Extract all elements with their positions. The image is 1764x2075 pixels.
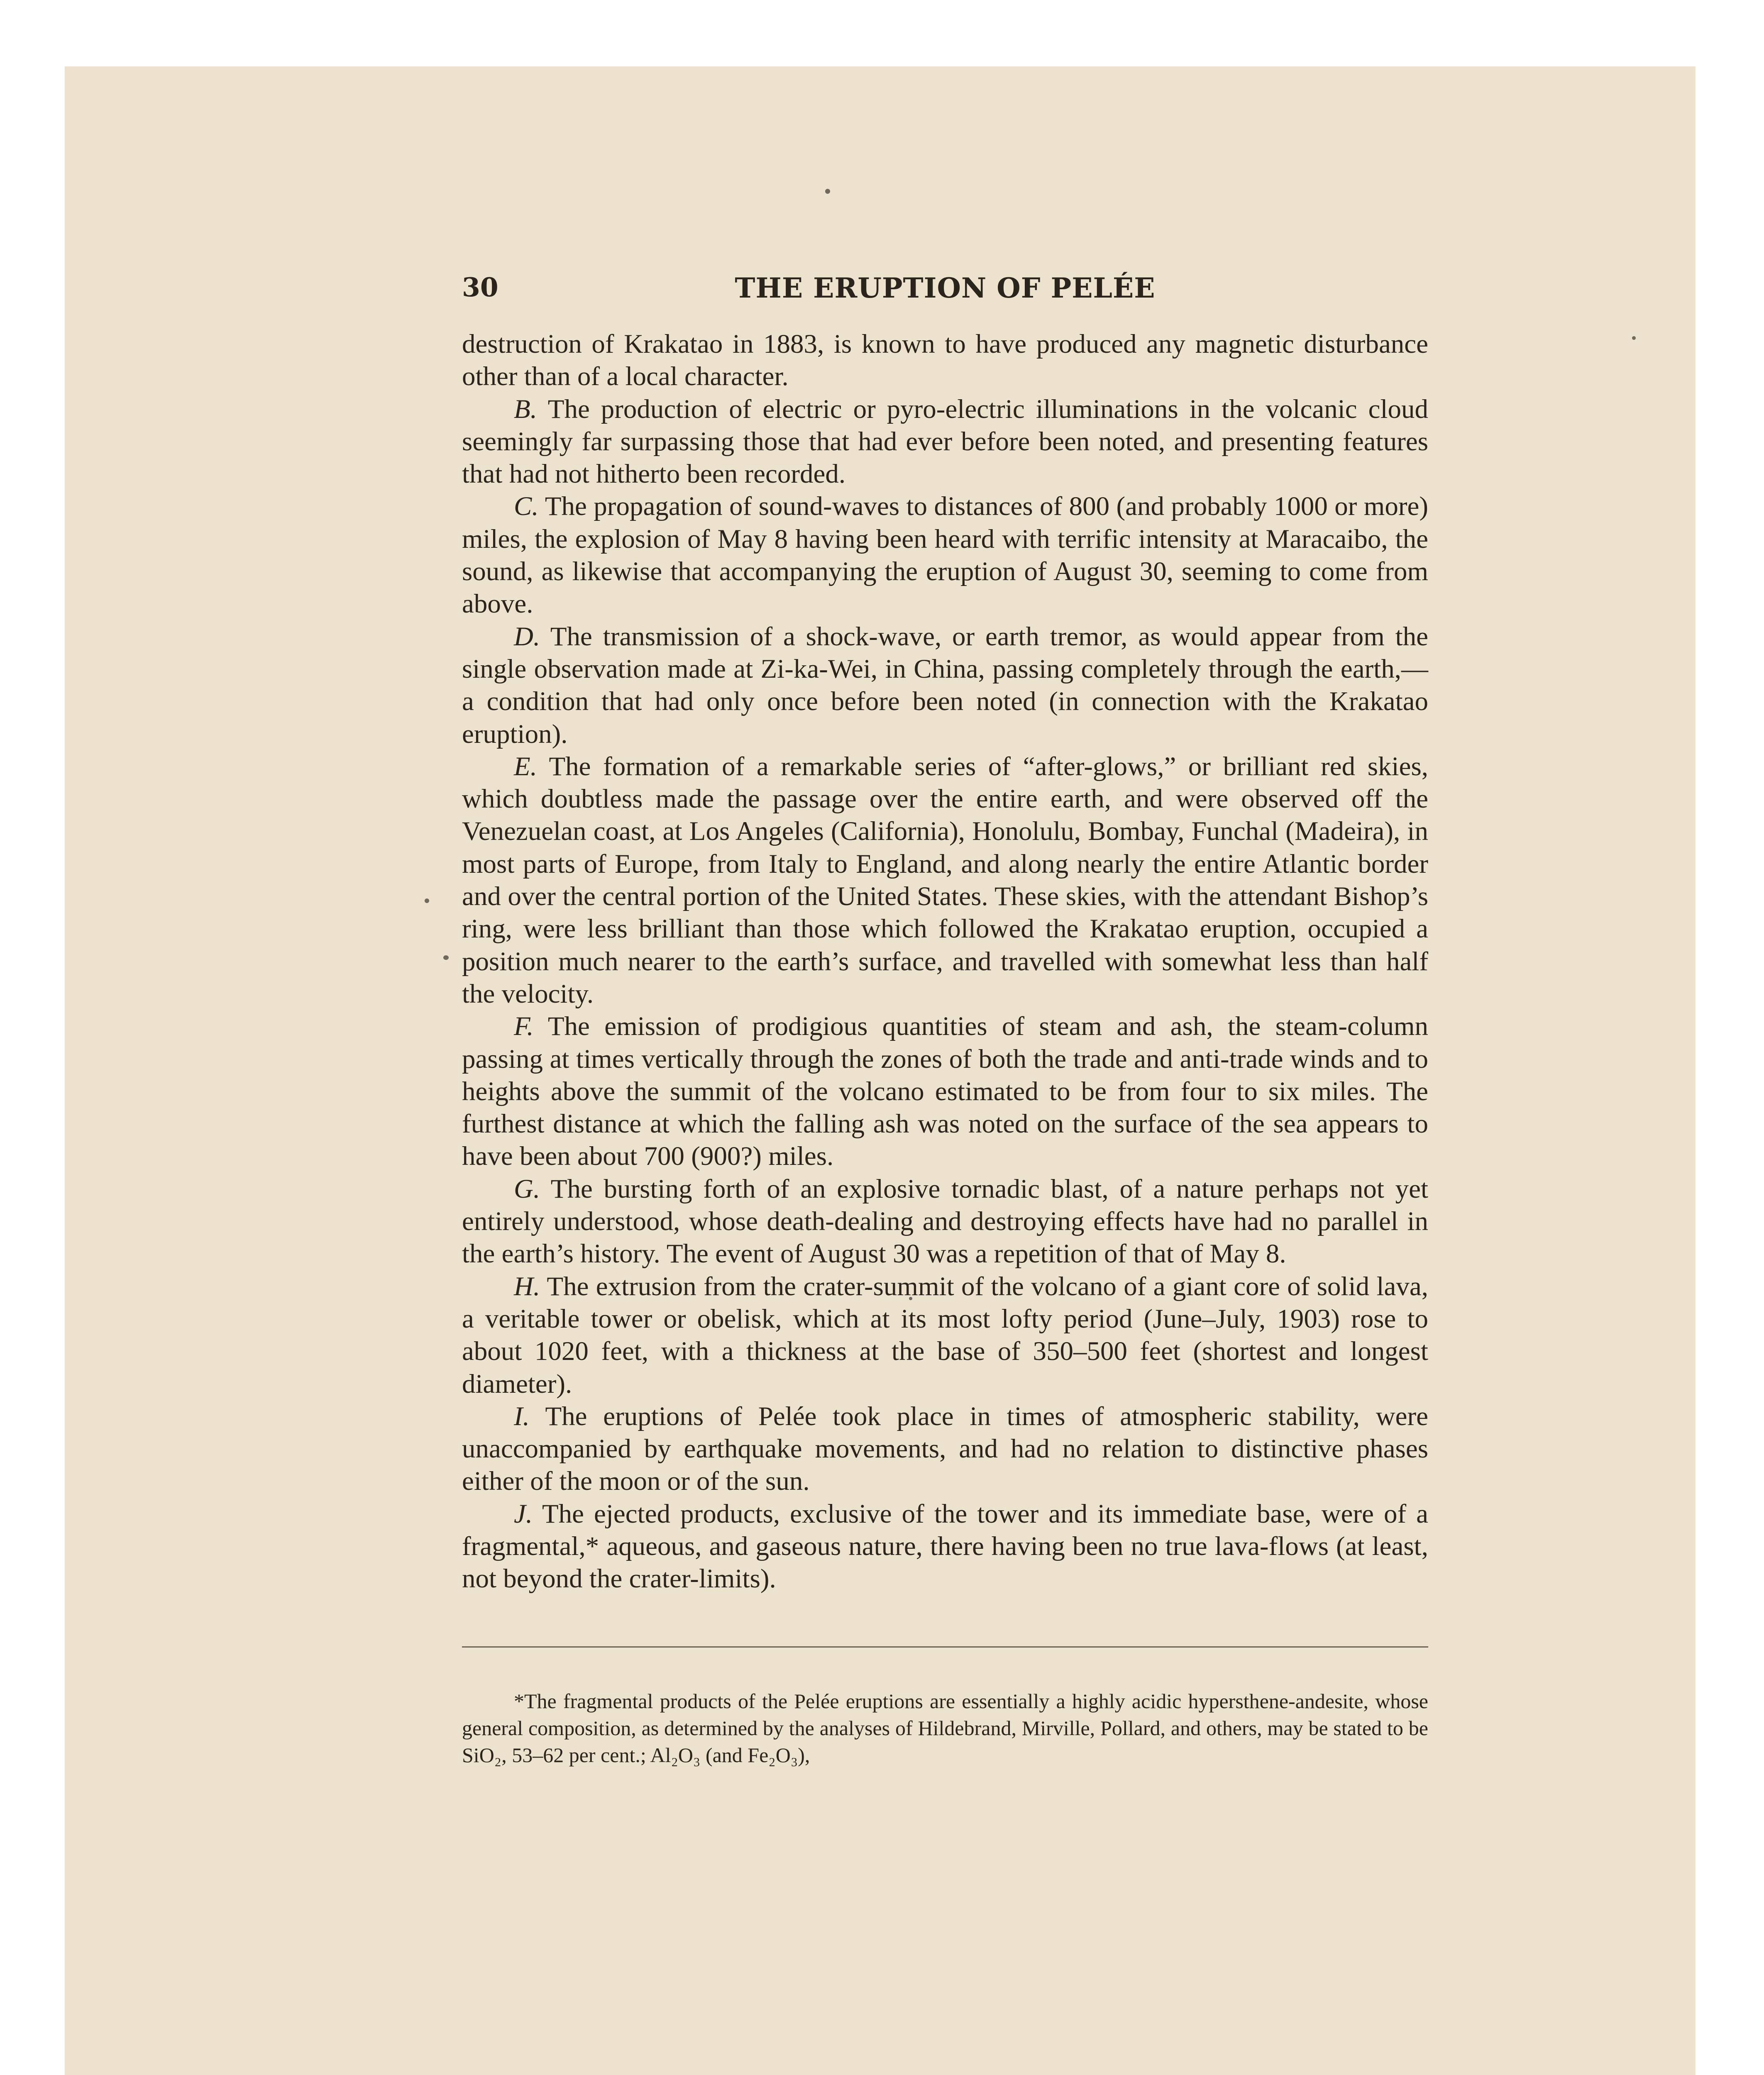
scan-speck xyxy=(1632,336,1636,340)
scan-speck xyxy=(425,898,429,903)
item-letter: G. xyxy=(514,1174,540,1204)
item-letter: C. xyxy=(514,491,539,522)
footnote: *The fragmental products of the Pelée eruptions are essentially a highly acidic hypersthene-andesite, whose general composition, as determined by the analyses of Hildebrand, Mirville, Pollard, and others, may be stated to be SiO₂, 53–62 per cent.; Al₂O₃ (and Fe₂O₃), xyxy=(462,1689,1428,1767)
scan-speck xyxy=(443,955,449,960)
item-letter: I. xyxy=(514,1401,530,1431)
list-item-b xyxy=(462,393,1428,491)
item-text: The transmission of a shock-wave, or earth tremor, as would appear from the single observation made at Zi-ka-Wei, in China, passing completely through the earth,—a condition that had only once before been noted (in connection with the Krakatao eruption). xyxy=(462,621,1428,749)
item-text: The emission of prodigious quantities of steam and ash, the steam-column passing at times vertically through the zones of both the trade and anti-trade winds and to heights above the summit of the volcano estimated to be from four to six miles. The furthest distance at which the falling ash was noted on the surface of the sea appears to have been about 700 (900?) miles. xyxy=(462,1011,1428,1172)
scan-speck xyxy=(825,189,830,194)
list-item-c xyxy=(462,490,1428,620)
item-letter: D. xyxy=(514,621,540,652)
item-text: The ejected products, exclusive of the tower and its immediate base, were of a fragmental,* aqueous, and gaseous nature, there having been no true lava-flows (at least, not beyond the crater-limits). xyxy=(462,1499,1428,1594)
item-text: The propagation of sound-waves to distances of 800 (and probably 1000 or more) miles, the explosion of May 8 having been heard with terrific intensity at Maracaibo, the sound, as likewise that accompanying the eruption of August 30, seeming to come from above. xyxy=(462,491,1429,619)
item-letter: E. xyxy=(514,751,537,781)
item-letter: H. xyxy=(514,1271,540,1301)
footnote-divider xyxy=(462,1646,1428,1648)
item-text: The extrusion from the crater-summit of the volcano of a giant core of solid lava, a veritable tower or obelisk, which at its most lofty period (June–July, 1903) rose to about 1020 feet, with a thickness at the base of 350–500 feet (shortest and longest diameter). xyxy=(462,1271,1428,1399)
page-header xyxy=(462,272,1428,309)
item-text: The production of electric or pyro-electric illuminations in the volcanic cloud seemingly far surpassing those that had ever before been noted, and presenting features that had not hitherto been recorded. xyxy=(462,394,1428,489)
list-item-h xyxy=(462,1270,1428,1400)
item-text: The eruptions of Pelée took place in times of atmospheric stability, were unaccompanied by earthquake movements, and had no relation to distinctive phases either of the moon or of the sun. xyxy=(462,1401,1428,1496)
opening-paragraph: destruction of Krakatao in 1883, is known to have produced any magnetic disturbance other than of a local character. xyxy=(462,329,1428,392)
list-item-j xyxy=(462,1498,1428,1595)
body-text xyxy=(462,328,1428,1595)
item-letter: F. xyxy=(514,1011,534,1042)
item-letter: B. xyxy=(514,394,537,424)
list-item-f xyxy=(462,1010,1428,1172)
list-item-e xyxy=(462,750,1428,1010)
page-number: 30 xyxy=(462,272,498,303)
list-item-g xyxy=(462,1173,1428,1270)
list-item-d xyxy=(462,620,1428,750)
item-text: The bursting forth of an explosive tornadic blast, of a nature perhaps not yet entirely understood, whose death-dealing and destroying effects have had no parallel in the earth’s history. The event of August 30 was a repetition of that of May 8. xyxy=(462,1174,1429,1269)
list-item-i xyxy=(462,1400,1428,1498)
running-title: THE ERUPTION OF PELÉE xyxy=(735,272,1156,304)
item-letter: J. xyxy=(514,1499,533,1529)
item-text: The formation of a remarkable series of “after-glows,” or brilliant red skies, which doubtless made the passage over the entire earth, and were observed off the Venezuelan coast, at Los Angeles (California), Honolulu, Bombay, Funchal (Madeira), in most parts of Europe, from Italy to England, and along nearly the entire Atlantic border and over the central portion of the United States. These skies, with the attendant Bishop’s ring, were less brilliant than those which followed the Krakatao eruption, occupied a position much nearer to the earth’s surface, and travelled with somewhat less than half the velocity. xyxy=(462,751,1428,1009)
